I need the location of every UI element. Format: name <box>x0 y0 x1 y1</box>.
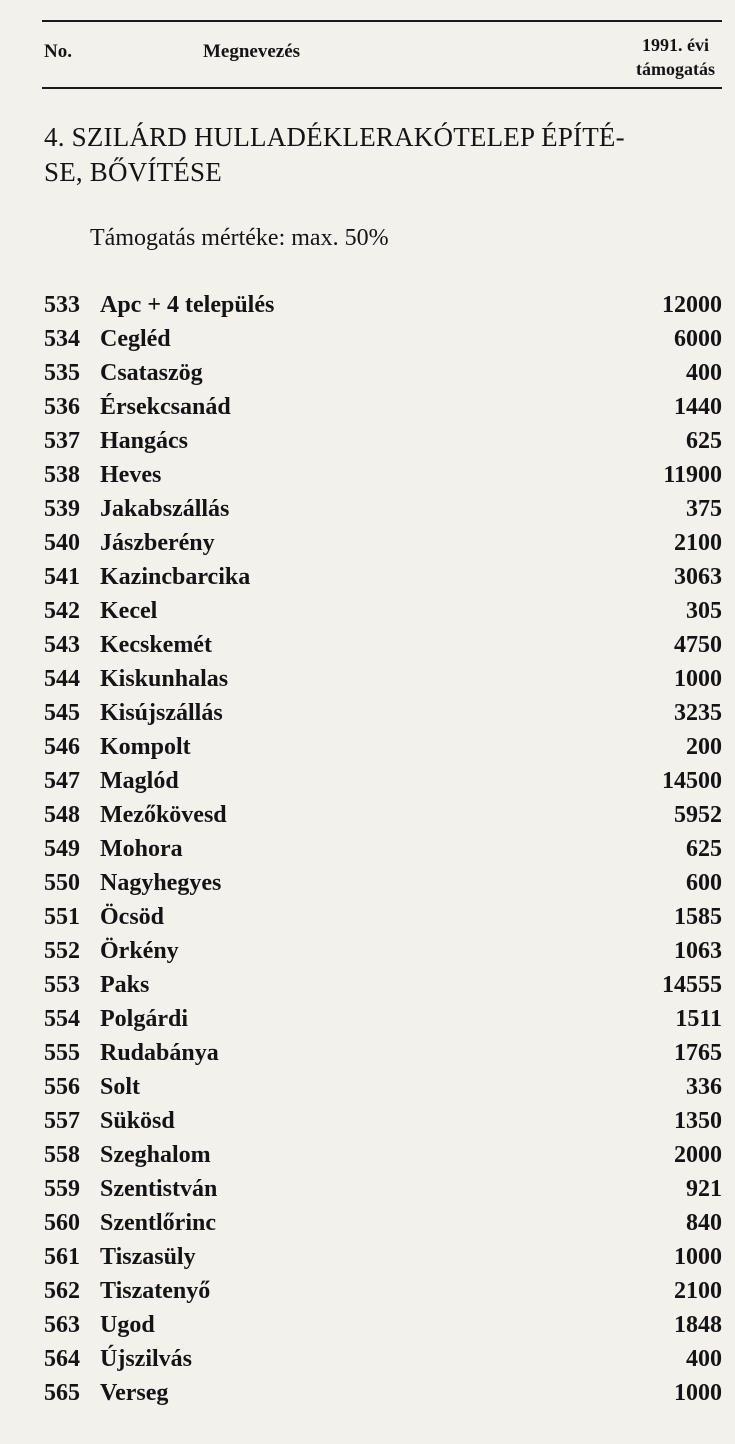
row-amount: 1848 <box>674 1312 722 1338</box>
table-row <box>0 730 735 764</box>
table-row <box>0 1002 735 1036</box>
row-number: 544 <box>44 666 80 692</box>
column-header-amount-label: támogatás <box>636 59 715 79</box>
row-number: 539 <box>44 496 80 522</box>
row-number: 549 <box>44 836 80 862</box>
table-row <box>0 526 735 560</box>
row-amount: 1350 <box>674 1108 722 1134</box>
table-row <box>0 1172 735 1206</box>
row-number: 541 <box>44 564 80 590</box>
row-amount: 6000 <box>674 326 722 352</box>
table-row <box>0 968 735 1002</box>
row-settlement-name: Mohora <box>100 836 183 862</box>
row-number: 540 <box>44 530 80 556</box>
row-settlement-name: Szentistván <box>100 1176 218 1202</box>
table-row <box>0 1070 735 1104</box>
row-number: 537 <box>44 428 80 454</box>
section-title-line-1: 4. SZILÁRD HULLADÉKLERAKÓTELEP ÉPÍTÉ- <box>44 122 625 152</box>
header-top-rule <box>42 20 722 22</box>
row-amount: 3235 <box>674 700 722 726</box>
table-row <box>0 1376 735 1410</box>
row-number: 546 <box>44 734 80 760</box>
row-settlement-name: Rudabánya <box>100 1040 219 1066</box>
row-number: 545 <box>44 700 80 726</box>
row-settlement-name: Tiszasüly <box>100 1244 196 1270</box>
row-settlement-name: Szentlőrinc <box>100 1210 216 1236</box>
row-number: 538 <box>44 462 80 488</box>
row-amount: 1511 <box>675 1006 722 1032</box>
row-amount: 14500 <box>662 768 722 794</box>
row-amount: 375 <box>686 496 722 522</box>
row-number: 548 <box>44 802 80 828</box>
row-settlement-name: Kecel <box>100 598 158 624</box>
table-row <box>0 1308 735 1342</box>
row-amount: 11900 <box>663 462 722 488</box>
row-number: 559 <box>44 1176 80 1202</box>
column-header-amount <box>636 33 715 81</box>
row-settlement-name: Kecskemét <box>100 632 212 658</box>
row-amount: 400 <box>686 1346 722 1372</box>
row-number: 560 <box>44 1210 80 1236</box>
row-number: 551 <box>44 904 80 930</box>
column-header-amount-year: 1991. évi <box>642 35 709 55</box>
row-amount: 4750 <box>674 632 722 658</box>
row-settlement-name: Verseg <box>100 1380 169 1406</box>
row-settlement-name: Érsekcsanád <box>100 394 231 420</box>
section-title <box>44 120 724 190</box>
row-settlement-name: Polgárdi <box>100 1006 188 1032</box>
row-number: 553 <box>44 972 80 998</box>
row-amount: 2100 <box>674 530 722 556</box>
row-amount: 625 <box>686 428 722 454</box>
row-amount: 5952 <box>674 802 722 828</box>
row-amount: 2000 <box>674 1142 722 1168</box>
row-number: 554 <box>44 1006 80 1032</box>
row-settlement-name: Maglód <box>100 768 179 794</box>
row-number: 533 <box>44 292 80 318</box>
row-number: 542 <box>44 598 80 624</box>
row-settlement-name: Jakabszállás <box>100 496 230 522</box>
row-settlement-name: Jászberény <box>100 530 215 556</box>
row-settlement-name: Solt <box>100 1074 141 1100</box>
row-amount: 14555 <box>662 972 722 998</box>
row-settlement-name: Csataszög <box>100 360 203 386</box>
table-row <box>0 424 735 458</box>
row-amount: 1000 <box>674 1380 722 1406</box>
row-amount: 1000 <box>674 1244 722 1270</box>
row-settlement-name: Paks <box>100 972 150 998</box>
row-number: 555 <box>44 1040 80 1066</box>
row-amount: 12000 <box>662 292 722 318</box>
row-number: 534 <box>44 326 80 352</box>
row-amount: 305 <box>686 598 722 624</box>
row-number: 561 <box>44 1244 80 1270</box>
row-amount: 1765 <box>674 1040 722 1066</box>
row-settlement-name: Kompolt <box>100 734 191 760</box>
table-row <box>0 560 735 594</box>
row-number: 547 <box>44 768 80 794</box>
table-row <box>0 1036 735 1070</box>
row-amount: 1000 <box>674 666 722 692</box>
row-amount: 840 <box>686 1210 722 1236</box>
table-row <box>0 1342 735 1376</box>
row-settlement-name: Nagyhegyes <box>100 870 222 896</box>
table-row <box>0 628 735 662</box>
row-number: 536 <box>44 394 80 420</box>
row-amount: 1585 <box>674 904 722 930</box>
row-amount: 336 <box>686 1074 722 1100</box>
table-row <box>0 1240 735 1274</box>
table-row <box>0 696 735 730</box>
row-amount: 400 <box>686 360 722 386</box>
row-amount: 2100 <box>674 1278 722 1304</box>
row-settlement-name: Cegléd <box>100 326 171 352</box>
row-amount: 1063 <box>674 938 722 964</box>
section-title-line-2: SE, BŐVÍTÉSE <box>44 157 222 187</box>
row-number: 565 <box>44 1380 80 1406</box>
table-row <box>0 390 735 424</box>
row-settlement-name: Kazincbarcika <box>100 564 251 590</box>
row-amount: 600 <box>686 870 722 896</box>
row-number: 557 <box>44 1108 80 1134</box>
row-amount: 3063 <box>674 564 722 590</box>
table-row <box>0 1206 735 1240</box>
row-number: 562 <box>44 1278 80 1304</box>
row-settlement-name: Örkény <box>100 938 179 964</box>
row-settlement-name: Hangács <box>100 428 189 454</box>
row-number: 558 <box>44 1142 80 1168</box>
row-amount: 921 <box>686 1176 722 1202</box>
row-settlement-name: Mezőkövesd <box>100 802 227 828</box>
table-row <box>0 900 735 934</box>
row-settlement-name: Tiszatenyő <box>100 1278 211 1304</box>
table-row <box>0 934 735 968</box>
table-row <box>0 1274 735 1308</box>
row-settlement-name: Ugod <box>100 1312 155 1338</box>
row-number: 556 <box>44 1074 80 1100</box>
table-row <box>0 764 735 798</box>
header-bottom-rule <box>42 87 722 89</box>
row-settlement-name: Szeghalom <box>100 1142 211 1168</box>
row-amount: 200 <box>686 734 722 760</box>
table-row <box>0 832 735 866</box>
table-row <box>0 458 735 492</box>
row-settlement-name: Sükösd <box>100 1108 175 1134</box>
row-number: 543 <box>44 632 80 658</box>
column-header-name: Megnevezés <box>203 41 301 62</box>
table-row <box>0 798 735 832</box>
row-number: 550 <box>44 870 80 896</box>
row-number: 563 <box>44 1312 80 1338</box>
table-row <box>0 662 735 696</box>
row-settlement-name: Kisújszállás <box>100 700 223 726</box>
table-row <box>0 1104 735 1138</box>
row-number: 535 <box>44 360 80 386</box>
row-settlement-name: Apc + 4 település <box>100 292 275 318</box>
row-amount: 625 <box>686 836 722 862</box>
row-number: 552 <box>44 938 80 964</box>
row-settlement-name: Újszilvás <box>100 1346 192 1372</box>
table-row <box>0 356 735 390</box>
table-row <box>0 594 735 628</box>
row-amount: 1440 <box>674 394 722 420</box>
table-row <box>0 288 735 322</box>
row-settlement-name: Kiskunhalas <box>100 666 229 692</box>
column-header-number: No. <box>44 41 72 62</box>
row-settlement-name: Heves <box>100 462 162 488</box>
table-row <box>0 322 735 356</box>
support-rate-subtitle: Támogatás mértéke: max. 50% <box>90 225 389 251</box>
row-settlement-name: Öcsöd <box>100 904 165 930</box>
table-row <box>0 1138 735 1172</box>
row-number: 564 <box>44 1346 80 1372</box>
table-row <box>0 866 735 900</box>
table-row <box>0 492 735 526</box>
allocation-table <box>0 288 735 1410</box>
